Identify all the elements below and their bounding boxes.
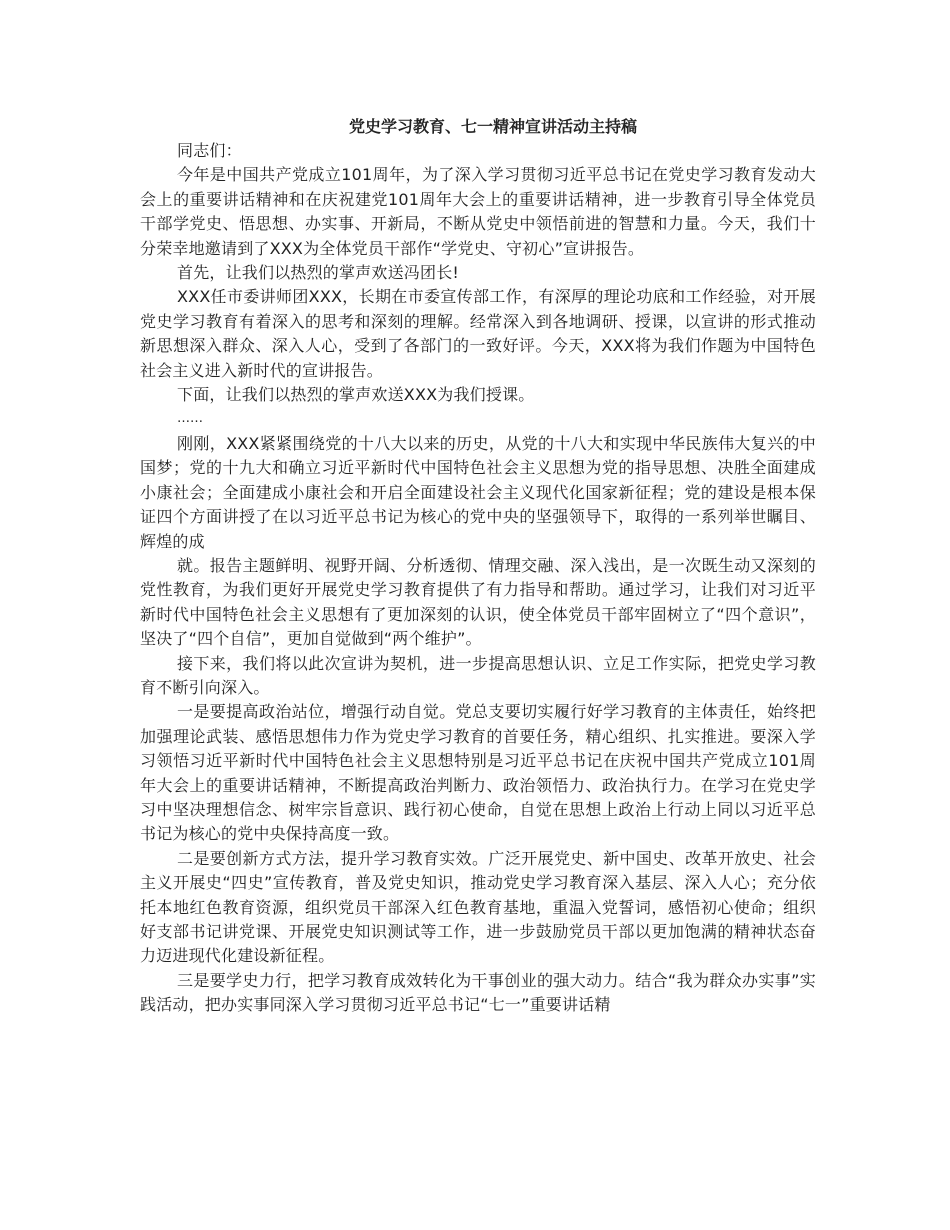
paragraph-point-two: 二是要创新方式方法，提升学习教育实效。广泛开展党史、新中国史、改革开放史、社会主义开展史“四史”宣传教育，普及党史知识，推动党史学习教育深入基层、深入人心；充分依托本地红色教育资源，组织党员干部深入红色教育基地，重温入党誓词，感悟初心使命；组织好支部书记讲党课、开展党史知识测试等工作，进一步鼓励党员干部以更加饱满的精神状态奋力迈进现代化建设新征程。: [140, 848, 816, 966]
paragraph-intro: 今年是中国共产党成立101周年，为了深入学习贯彻习近平总书记在党史学习教育发动大会上的重要讲话精神和在庆祝建党101周年大会上的重要讲话精神，进一步教育引导全体党员干部学党史、悟思想、办实事、开新局，不断从党史中领悟前进的智慧和力量。今天，我们十分荣幸地邀请到了XXX为全体党员干部作“学党史、守初心”宣讲报告。: [140, 165, 816, 258]
document-page: [140, 114, 816, 1018]
paragraph-speaker-intro: XXX任市委讲师团XXX，长期在市委宣传部工作，有深厚的理论功底和工作经验，对开展党史学习教育有着深入的思考和深刻的理解。经常深入到各地调研、授课，以宣讲的形式推动新思想深入群众、深入人心，受到了各部门的一致好评。今天，XXX将为我们作题为中国特色社会主义进入新时代的宣讲报告。: [140, 287, 816, 380]
paragraph-welcome: 首先，让我们以热烈的掌声欢送冯团长!: [177, 263, 460, 283]
paragraph-invite-lecture: 下面，让我们以热烈的掌声欢送XXX为我们授课。: [177, 385, 535, 405]
paragraph-point-three: 三是要学史力行，把学习教育成效转化为干事创业的强大动力。结合“我为群众办实事”实践活动，把办实事同深入学习贯彻习近平总书记“七一”重要讲话精: [140, 970, 816, 1015]
paragraph-next-steps: 接下来，我们将以此次宣讲为契机，进一步提高思想认识、立足工作实际，把党史学习教育不断引向深入。: [140, 653, 816, 697]
salutation: 同志们：: [177, 141, 242, 160]
paragraph-summary: 刚刚，XXX紧紧围绕党的十八大以来的历史，从党的十八大和实现中华民族伟大复兴的中国梦；党的十九大和确立习近平新时代中国特色社会主义思想为党的指导思想、决胜全面建成小康社会；全面建成小康社会和开启全面建设社会主义现代化国家新征程；党的建设是根本保证四个方面讲授了在以习近平总书记为核心的党中央的坚强领导下，取得的一系列举世瞩目、辉煌的成: [140, 433, 816, 551]
ellipsis: ……: [177, 411, 203, 427]
paragraph-point-one: 一是要提高政治站位，增强行动自觉。党总支要切实履行好学习教育的主体责任，始终把加强理论武装、感悟思想伟力作为党史学习教育的首要任务，精心组织、扎实推进。要深入学习领悟习近平新时代中国特色社会主义思想特别是习近平总书记在庆祝中国共产党成立101周年大会上的重要讲话精神，不断提高政治判断力、政治领悟力、政治执行力。在学习在党史学习中坚决理想信念、树牢宗旨意识、践行初心使命，自觉在思想上政治上行动上同以习近平总书记为核心的党中央保持高度一致。: [140, 702, 816, 844]
document-title: 党史学习教育、七一精神宣讲活动主持稿: [348, 117, 637, 136]
paragraph-evaluation: 就。报告主题鲜明、视野开阔、分析透彻、情理交融、深入浅出，是一次既生动又深刻的党性教育，为我们更好开展党史学习教育提供了有力指导和帮助。通过学习，让我们对习近平新时代中国特色社会主义思想有了更加深刻的认识，使全体党员干部牢固树立了“四个意识”，坚决了“四个自信”，更加自觉做到“两个维护”。: [140, 555, 816, 649]
